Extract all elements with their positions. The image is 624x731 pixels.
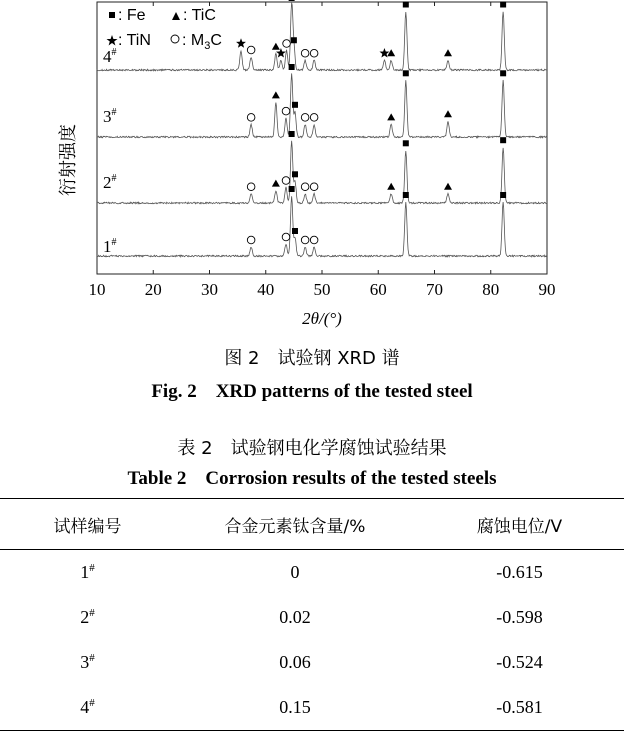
m3c-marker-icon — [282, 177, 290, 185]
xrd-pattern-3 — [97, 141, 547, 204]
sample-no: 1 — [80, 562, 90, 582]
table-caption-en: Table 2 Corrosion results of the tested steels — [127, 468, 497, 489]
sample-no: 3 — [80, 652, 90, 672]
fe-marker-icon — [291, 37, 297, 43]
xrd-pattern-2 — [97, 73, 547, 137]
sample-no-cell — [0, 595, 175, 640]
m3c-marker-icon — [247, 114, 255, 122]
m3c-marker-icon — [283, 40, 291, 48]
xrd-pattern-4 — [97, 196, 547, 257]
x-axis-ticks — [89, 2, 556, 299]
table-row — [0, 640, 624, 685]
tic-marker-icon — [444, 183, 452, 190]
table-row — [0, 550, 624, 596]
fe-marker-icon — [289, 64, 295, 70]
header-sample-no: 试样编号 — [0, 499, 175, 550]
tin-star-icon — [107, 35, 118, 46]
m3c-marker-icon — [247, 183, 255, 191]
tic-marker-icon — [272, 43, 280, 50]
sample-label: 4# — [103, 47, 117, 66]
x-tick-label: 40 — [257, 280, 275, 299]
legend-m3c: : $M_3C$ — [182, 32, 222, 52]
x-tick-label: 30 — [201, 280, 218, 299]
ti-content-cell: 0 — [290, 562, 300, 582]
sample-no-cell — [0, 550, 175, 596]
tic-marker-icon — [387, 113, 395, 120]
tic-marker-icon — [387, 49, 395, 56]
x-tick-label: 50 — [313, 280, 331, 299]
xrd-pattern-1 — [97, 3, 547, 71]
x-tick-label: 10 — [88, 280, 106, 299]
xrd-chart — [0, 0, 624, 340]
fe-marker-icon — [292, 171, 298, 177]
sample-label: 1# — [103, 237, 117, 256]
sample-no-cell — [0, 685, 175, 731]
sample-sup: # — [89, 652, 95, 664]
ti-content-cell: 0.02 — [279, 607, 311, 627]
x-tick-label: 90 — [538, 280, 556, 299]
fe-marker-icon — [292, 102, 298, 108]
tic-triangle-icon — [172, 12, 180, 20]
sample-sup: # — [89, 562, 95, 574]
figure-caption-en: Fig. 2 XRD patterns of the tested steel — [151, 381, 473, 402]
potential-cell: -0.598 — [496, 607, 543, 627]
fe-marker-icon — [289, 131, 295, 137]
fe-marker-icon — [500, 2, 506, 8]
m3c-marker-icon — [301, 49, 309, 57]
fe-marker-icon — [500, 70, 506, 76]
m3c-circle-icon — [171, 35, 179, 43]
fe-marker-icon — [403, 140, 409, 146]
fe-marker-icon — [403, 2, 409, 8]
figure-caption-cn: 图 2 试验钢 XRD 谱 — [224, 348, 400, 369]
x-tick-label: 80 — [482, 280, 500, 299]
header-ti-content: 合金元素钛含量/% — [175, 499, 415, 550]
peak-markers — [236, 0, 506, 244]
sample-label: 2# — [103, 173, 117, 192]
sample-labels — [103, 47, 117, 256]
m3c-marker-icon — [310, 183, 318, 191]
m3c-marker-icon — [247, 46, 255, 54]
tic-marker-icon — [272, 180, 280, 187]
table-header-row — [0, 499, 624, 550]
x-tick-label: 60 — [369, 280, 387, 299]
m3c-marker-icon — [282, 233, 290, 241]
fe-marker-icon — [403, 70, 409, 76]
ti-content-cell: 0.06 — [279, 652, 311, 672]
tic-marker-icon — [444, 49, 452, 56]
sample-sup: # — [89, 607, 95, 619]
m3c-marker-icon — [282, 107, 290, 115]
fe-square-icon — [109, 12, 115, 18]
legend-fe: : Fe — [118, 7, 146, 24]
sample-no: 4 — [80, 697, 90, 717]
table-caption-cn: 表 2 试验钢电化学腐蚀试验结果 — [177, 438, 447, 459]
tic-marker-icon — [272, 91, 280, 98]
m3c-marker-icon — [310, 236, 318, 244]
corrosion-results-table — [0, 498, 624, 731]
legend — [107, 7, 222, 52]
y-axis-label: 衍射强度 — [58, 124, 79, 196]
m3c-marker-icon — [310, 114, 318, 122]
sample-label: 3# — [103, 107, 117, 126]
sample-sup: # — [89, 697, 95, 709]
tic-marker-icon — [444, 110, 452, 117]
potential-cell: -0.524 — [496, 652, 543, 672]
fe-marker-icon — [403, 192, 409, 198]
x-tick-label: 70 — [426, 280, 443, 299]
potential-cell: -0.615 — [496, 562, 543, 582]
potential-cell: -0.581 — [415, 685, 624, 731]
fe-marker-icon — [500, 192, 506, 198]
fe-marker-icon — [292, 228, 298, 234]
m3c-marker-icon — [301, 114, 309, 122]
m3c-marker-icon — [247, 236, 255, 244]
legend-tin: : TiN — [118, 32, 151, 49]
xrd-patterns — [97, 3, 547, 257]
table-row — [0, 595, 624, 640]
ti-content-cell: 0.15 — [175, 685, 415, 731]
sample-no: 2 — [80, 607, 90, 627]
x-axis-label: 2θ/(°) — [302, 309, 342, 328]
m3c-marker-icon — [301, 236, 309, 244]
tic-marker-icon — [387, 183, 395, 190]
fe-marker-icon — [289, 0, 295, 1]
table-row — [0, 685, 624, 731]
m3c-marker-icon — [310, 49, 318, 57]
legend-tic: : TiC — [183, 7, 216, 24]
x-tick-label: 20 — [144, 280, 162, 299]
header-corrosion-potential: 腐蚀电位/V — [415, 499, 624, 550]
fe-marker-icon — [500, 137, 506, 143]
tin-marker-icon — [236, 38, 246, 47]
m3c-marker-icon — [301, 183, 309, 191]
fe-marker-icon — [289, 186, 295, 192]
sample-no-cell — [0, 640, 175, 685]
